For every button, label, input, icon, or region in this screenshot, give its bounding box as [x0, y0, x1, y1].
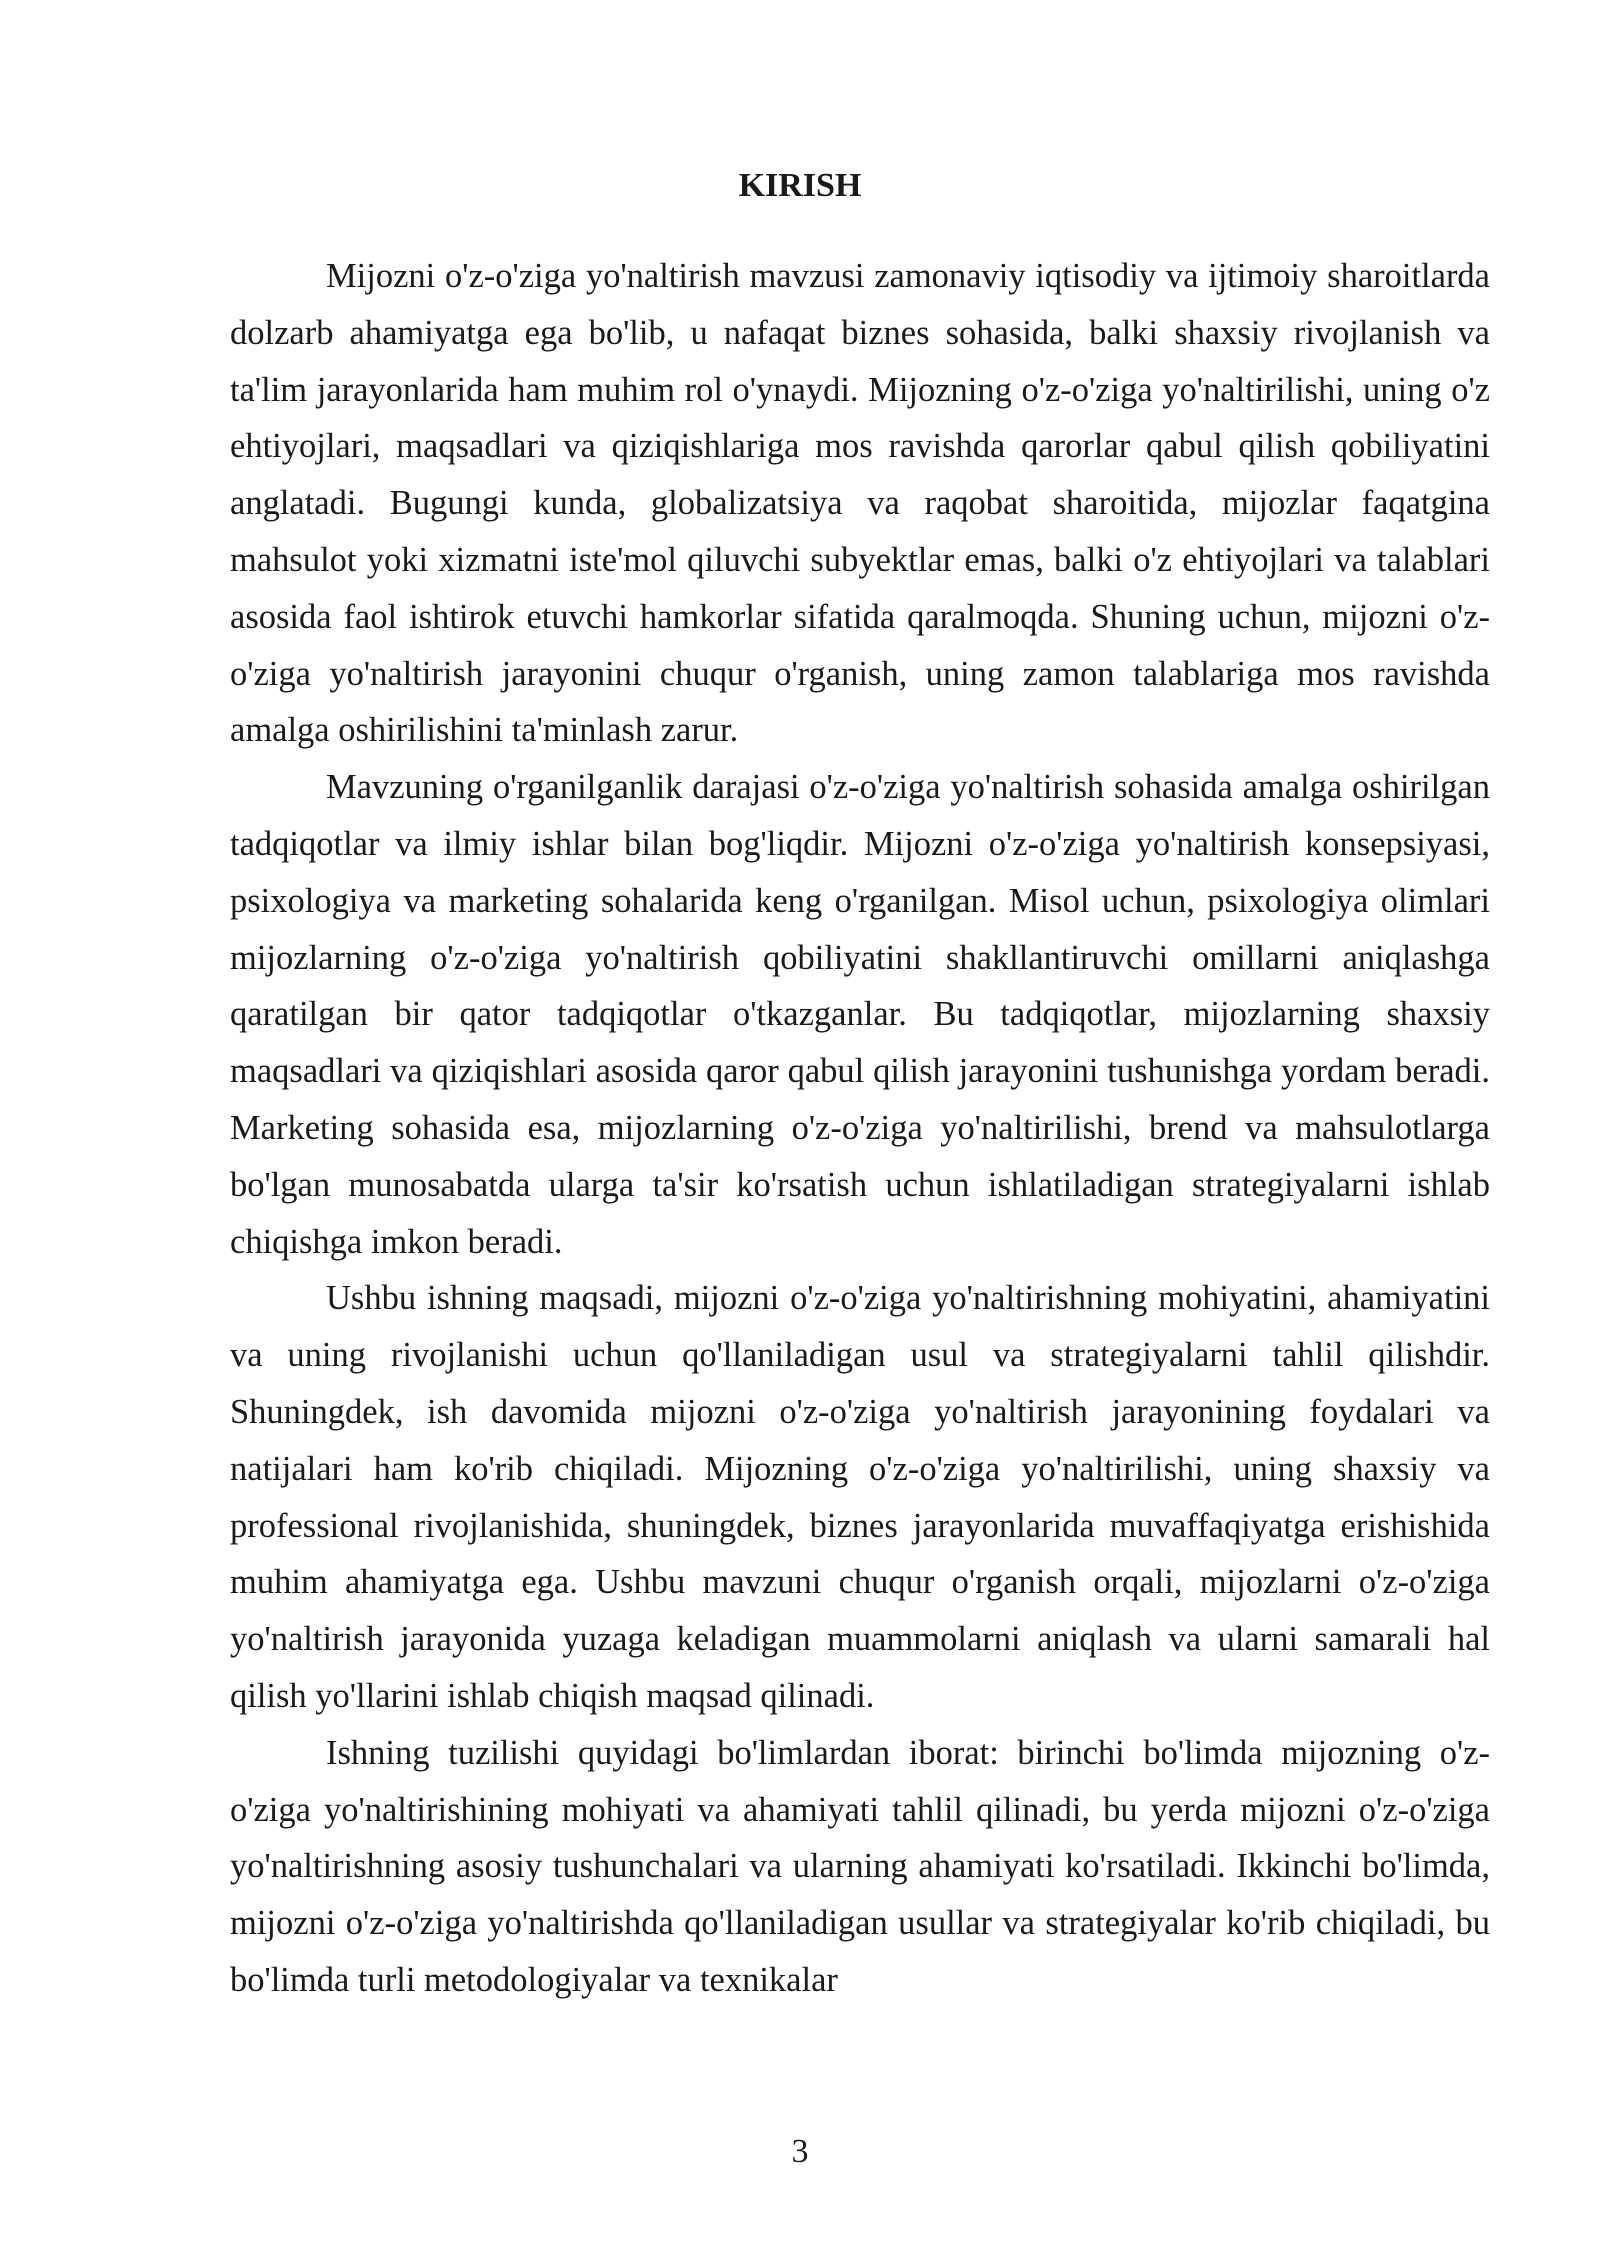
- paragraph-degree-of-study: Mavzuning o'rganilganlik darajasi o'z-o'ziga yo'naltirish sohasida amalga oshirilgan tadqiqotlar va ilmiy ishlar bilan bog'liqdir. Mijozni o'z-o'ziga yo'naltirish konsepsiyasi, psixologiya va marketing sohalarida keng o'rganilgan. Misol uchun, psixologiya olimlari mijozlarning o'z-o'ziga yo'naltirish qobiliyatini shakllantiruvchi omillarni aniqlashga qaratilgan bir qator tadqiqotlar o'tkazganlar. Bu tadqiqotlar, mijozlarning shaxsiy maqsadlari va qiziqishlari asosida qaror qabul qilish jarayonini tushunishga yordam beradi. Marketing sohasida esa, mijozlarning o'z-o'ziga yo'naltirilishi, brend va mahsulotlarga bo'lgan munosabatda ularga ta'sir ko'rsatish uchun ishlatiladigan strategiyalarni ishlab chiqishga imkon beradi.: [230, 768, 1490, 1261]
- section-title: KIRISH: [738, 167, 862, 204]
- body-text: [230, 248, 1490, 2009]
- paragraph-topic-relevance: Mijozni o'z-o'ziga yo'naltirish mavzusi zamonaviy iqtisodiy va ijtimoiy sharoitlarda dolzarb ahamiyatga ega bo'lib, u nafaqat biznes sohasida, balki shaxsiy rivojlanish va ta'lim jarayonlarida ham muhim rol o'ynaydi. Mijozning o'z-o'ziga yo'naltirilishi, uning o'z ehtiyojlari, maqsadlari va qiziqishlariga mos ravishda qarorlar qabul qilish qobiliyatini anglatadi. Bugungi kunda, globalizatsiya va raqobat sharoitida, mijozlar faqatgina mahsulot yoki xizmatni iste'mol qiluvchi subyektlar emas, balki o'z ehtiyojlari va talablari asosida faol ishtirok etuvchi hamkorlar sifatida qaralmoqda. Shuning uchun, mijozni o'z-o'ziga yo'naltirish jarayonini chuqur o'rganish, uning zamon talablariga mos ravishda amalga oshirilishini ta'minlash zarur.: [230, 257, 1490, 750]
- paragraph-structure: Ishning tuzilishi quyidagi bo'limlardan iborat: birinchi bo'limda mijozning o'z-o'ziga yo'naltirishining mohiyati va ahamiyati tahlil qilinadi, bu yerda mijozni o'z-o'ziga yo'naltirishning asosiy tushunchalari va ularning ahamiyati ko'rsatiladi. Ikkinchi bo'limda, mijozni o'z-o'ziga yo'naltirishda qo'llaniladigan usullar va strategiyalar ko'rib chiqiladi, bu bo'limda turli metodologiyalar va texnikalar: [230, 1733, 1490, 1999]
- page-number: 3: [791, 2133, 809, 2170]
- paragraph-purpose: Ushbu ishning maqsadi, mijozni o'z-o'ziga yo'naltirishning mohiyatini, ahamiyatini va uning rivojlanishi uchun qo'llaniladigan usul va strategiyalarni tahlil qilishdir. Shuningdek, ish davomida mijozni o'z-o'ziga yo'naltirish jarayonining foydalari va natijalari ham ko'rib chiqiladi. Mijozning o'z-o'ziga yo'naltirilishi, uning shaxsiy va professional rivojlanishida, shuningdek, biznes jarayonlarida muvaffaqiyatga erishishida muhim ahamiyatga ega. Ushbu mavzuni chuqur o'rganish orqali, mijozlarni o'z-o'ziga yo'naltirish jarayonida yuzaga keladigan muammolarni aniqlash va ularni samarali hal qilish yo'llarini ishlab chiqish maqsad qilinadi.: [230, 1279, 1490, 1715]
